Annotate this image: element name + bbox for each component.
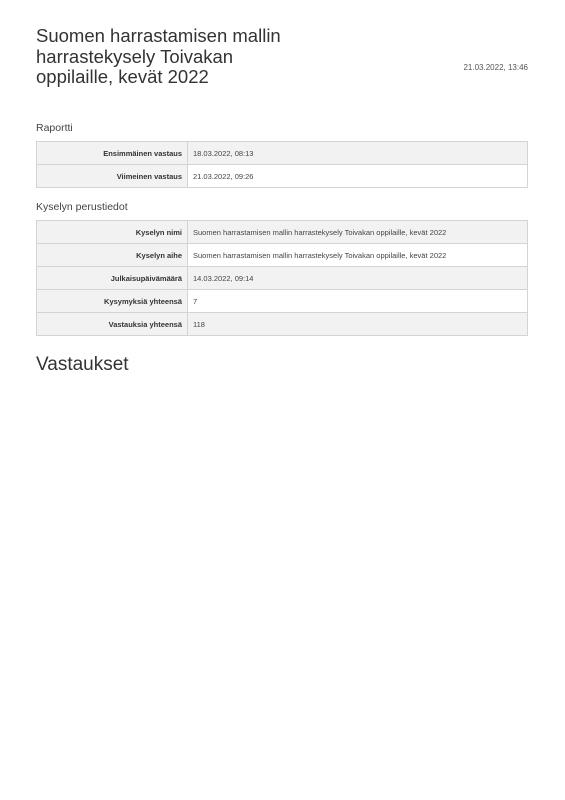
publish-date-value: 14.03.2022, 09:14 — [188, 267, 528, 290]
report-table — [36, 141, 528, 188]
table-row — [37, 267, 528, 290]
table-row — [37, 165, 528, 188]
publish-date-label: Julkaisupäivämäärä — [37, 267, 188, 290]
table-row — [37, 290, 528, 313]
document-title: Suomen harrastamisen mallin harrastekysely Toivakan oppilaille, kevät 2022 — [36, 25, 281, 87]
report-section-label: Raportti — [36, 122, 73, 134]
survey-info-table — [36, 220, 528, 336]
survey-name-label: Kyselyn nimi — [37, 221, 188, 244]
first-response-label: Ensimmäinen vastaus — [37, 142, 188, 165]
question-count-value: 7 — [188, 290, 528, 313]
survey-info-section-label: Kyselyn perustiedot — [36, 201, 128, 213]
table-row — [37, 142, 528, 165]
first-response-value: 18.03.2022, 08:13 — [188, 142, 528, 165]
response-count-value: 118 — [188, 313, 528, 336]
survey-name-value: Suomen harrastamisen mallin harrastekysely Toivakan oppilaille, kevät 2022 — [188, 221, 528, 244]
survey-topic-label: Kyselyn aihe — [37, 244, 188, 267]
table-row — [37, 244, 528, 267]
last-response-label: Viimeinen vastaus — [37, 165, 188, 188]
last-response-value: 21.03.2022, 09:26 — [188, 165, 528, 188]
answers-heading: Vastaukset — [36, 354, 129, 375]
generated-timestamp: 21.03.2022, 13:46 — [463, 63, 528, 72]
table-row — [37, 313, 528, 336]
response-count-label: Vastauksia yhteensä — [37, 313, 188, 336]
question-count-label: Kysymyksiä yhteensä — [37, 290, 188, 313]
survey-topic-value: Suomen harrastamisen mallin harrastekysely Toivakan oppilaille, kevät 2022 — [188, 244, 528, 267]
table-row — [37, 221, 528, 244]
